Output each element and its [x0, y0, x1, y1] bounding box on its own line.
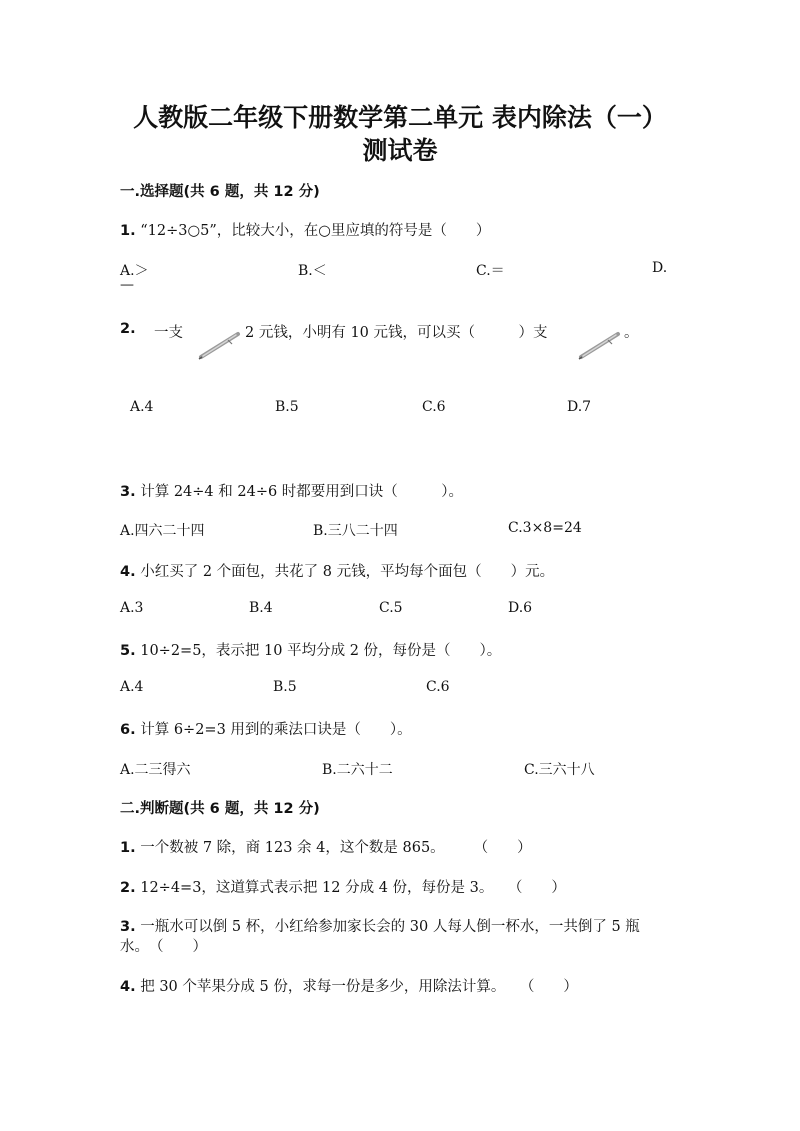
- option-b: B.二六十二: [322, 762, 393, 778]
- question-text: “12÷3○5”，比较大小，在○里应填的符号是（ ）: [140, 223, 491, 239]
- judgment-4: 4. 把 30 个苹果分成 5 份，求每一份是多少，用除法计算。 （ ）: [120, 979, 578, 995]
- option-b: B.5: [275, 399, 299, 415]
- question-2-text-b: 2 元钱，小明有 10 元钱，可以买（ ）支: [245, 325, 548, 341]
- question-5: 5. 10÷2=5，表示把 10 平均分成 2 份，每份是（ ）。: [120, 643, 502, 659]
- option-a: A.4: [120, 679, 144, 695]
- option-a: A.3: [120, 600, 144, 616]
- judgment-1: 1. 一个数被 7 除，商 123 余 4，这个数是 865。 （ ）: [120, 840, 532, 856]
- question-1: [120, 219, 490, 240]
- judgment-2: 2. 12÷4=3，这道算式表示把 12 分成 4 份，每份是 3。 （ ）: [120, 880, 566, 896]
- question-4: 4. 小红买了 2 个面包，共花了 8 元钱，平均每个面包（ ）元。: [120, 564, 555, 580]
- pen-icon: [578, 330, 622, 360]
- judgment-3: 3. 一瓶水可以倒 5 杯，小红给参加家长会的 30 人每人倒一杯水，一共倒了 5 瓶: [120, 919, 640, 935]
- option-b: B.＜: [298, 263, 327, 279]
- section-heading-judgment: 二.判断题(共 6 题，共 12 分): [120, 801, 320, 817]
- option-a: A.二三得六: [120, 762, 191, 778]
- option-c: C.6: [426, 679, 450, 695]
- option-c: C.三六十八: [524, 762, 595, 778]
- option-d: D.: [652, 260, 668, 276]
- judgment-3-continuation: 水。 （ ）: [120, 939, 207, 955]
- option-b: B.三八二十四: [313, 523, 398, 539]
- question-number: 1.: [120, 223, 136, 239]
- option-d-continuation: —: [120, 277, 134, 293]
- option-d: D.6: [508, 600, 533, 616]
- option-c: C.6: [422, 399, 446, 415]
- pen-icon: [198, 330, 242, 360]
- option-c: C.＝: [476, 263, 505, 279]
- option-a: A.四六二十四: [120, 523, 205, 539]
- question-6: 6. 计算 6÷2=3 用到的乘法口诀是（ ）。: [120, 722, 412, 738]
- option-d: D.7: [567, 399, 592, 415]
- option-c: C.3×8=24: [508, 520, 582, 536]
- question-2-text-a: 一支: [154, 325, 183, 341]
- question-2-text-c: 。: [624, 325, 639, 341]
- page-title: 人教版二年级下册数学第二单元 表内除法（一）: [133, 103, 667, 132]
- option-a: A.＞: [120, 263, 149, 279]
- page-subtitle: 测试卷: [362, 136, 438, 165]
- option-a: A.4: [130, 399, 154, 415]
- question-2-number: 2.: [120, 321, 136, 337]
- option-c: C.5: [379, 600, 403, 616]
- section-heading-choice: 一.选择题(共 6 题，共 12 分): [120, 184, 320, 200]
- option-b: B.5: [273, 679, 297, 695]
- question-3: 3. 计算 24÷4 和 24÷6 时都要用到口诀（ ）。: [120, 484, 464, 500]
- option-b: B.4: [249, 600, 273, 616]
